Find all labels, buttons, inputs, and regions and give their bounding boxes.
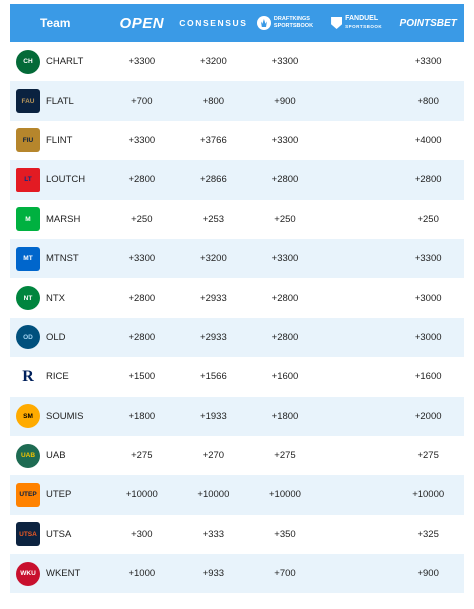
odds-open: +3300 <box>128 56 156 68</box>
odds-consensus: +3200 <box>200 56 227 68</box>
odds-consensus: +270 <box>202 450 225 462</box>
header-draftkings <box>249 16 321 30</box>
odds-open: +250 <box>131 213 153 225</box>
team-logo-icon: OD <box>16 325 40 349</box>
header-consensus: CONSENSUS <box>179 18 248 28</box>
team-abbr: FLINT <box>46 134 73 146</box>
odds-draftkings: +2800 <box>271 331 299 343</box>
team-logo-icon: CH <box>16 50 40 74</box>
fanduel-label <box>345 15 382 31</box>
team-abbr: NTX <box>46 292 65 304</box>
odds-pointsbet: +2800 <box>414 174 442 186</box>
team-cell <box>10 128 106 152</box>
draftkings-label <box>274 16 313 30</box>
team-logo-icon: WKU <box>16 562 40 586</box>
odds-open: +700 <box>131 95 153 107</box>
odds-pointsbet: +900 <box>417 568 439 580</box>
odds-pointsbet: +275 <box>417 450 439 462</box>
odds-consensus: +1566 <box>200 371 227 383</box>
odds-consensus: +800 <box>202 95 225 107</box>
team-abbr: LOUTCH <box>46 174 86 186</box>
odds-pointsbet: +10000 <box>412 489 445 501</box>
table-row[interactable] <box>10 239 464 278</box>
table-row[interactable] <box>10 397 464 436</box>
odds-consensus: +2933 <box>200 292 227 304</box>
odds-consensus: +253 <box>202 213 225 225</box>
odds-consensus: +933 <box>202 568 225 580</box>
odds-pointsbet: +4000 <box>414 134 442 146</box>
table-row[interactable] <box>10 318 464 357</box>
odds-open: +275 <box>131 450 153 462</box>
odds-draftkings: +3300 <box>271 253 299 265</box>
team-logo-icon: FIU <box>16 128 40 152</box>
team-abbr: UTEP <box>46 489 72 501</box>
team-cell <box>10 522 106 546</box>
odds-consensus: +3766 <box>200 134 227 146</box>
team-logo-icon: FAU <box>16 89 40 113</box>
team-cell <box>10 50 106 74</box>
odds-open: +3300 <box>128 134 156 146</box>
fanduel-label-line1: FANDUEL <box>345 15 379 22</box>
team-logo-icon: M <box>16 207 40 231</box>
header-team: Team <box>40 16 71 30</box>
team-cell <box>10 562 106 586</box>
table-row[interactable] <box>10 81 464 120</box>
header-pointsbet: POINTSBET <box>399 17 457 29</box>
team-logo-icon: NT <box>16 286 40 310</box>
team-abbr: MARSH <box>46 213 81 225</box>
odds-draftkings: +3300 <box>271 56 299 68</box>
odds-consensus: +333 <box>202 528 225 540</box>
team-cell <box>10 286 106 310</box>
odds-pointsbet: +325 <box>417 528 439 540</box>
team-abbr: CHARLT <box>46 56 84 68</box>
table-row[interactable] <box>10 121 464 160</box>
odds-pointsbet: +3000 <box>414 292 442 304</box>
odds-draftkings: +1600 <box>271 371 299 383</box>
team-cell <box>10 483 106 507</box>
team-logo-icon: LT <box>16 168 40 192</box>
table-row[interactable] <box>10 554 464 593</box>
team-abbr: MTNST <box>46 253 79 265</box>
draftkings-crown-icon <box>257 16 271 30</box>
fanduel-label-line2: SPORTSBOOK <box>345 24 383 29</box>
team-cell <box>10 365 106 389</box>
table-row[interactable] <box>10 357 464 396</box>
odds-open: +3300 <box>128 253 156 265</box>
odds-draftkings: +2800 <box>271 292 299 304</box>
odds-pointsbet: +1600 <box>414 371 442 383</box>
table-row[interactable] <box>10 515 464 554</box>
team-logo-icon: MT <box>16 247 40 271</box>
odds-draftkings: +3300 <box>271 134 299 146</box>
team-cell <box>10 325 106 349</box>
table-row[interactable] <box>10 278 464 317</box>
table-row[interactable] <box>10 436 464 475</box>
odds-open: +2800 <box>128 174 156 186</box>
odds-open: +2800 <box>128 292 156 304</box>
team-abbr: OLD <box>46 331 66 343</box>
odds-open: +10000 <box>125 489 158 501</box>
team-abbr: SOUMIS <box>46 410 84 422</box>
table-row[interactable] <box>10 42 464 81</box>
odds-consensus: +1933 <box>200 410 227 422</box>
fanduel-shield-icon <box>331 17 342 29</box>
team-logo-icon: R <box>16 365 40 389</box>
odds-draftkings: +250 <box>274 213 296 225</box>
table-row[interactable] <box>10 160 464 199</box>
odds-draftkings: +1800 <box>271 410 299 422</box>
odds-pointsbet: +3300 <box>414 56 442 68</box>
team-cell <box>10 444 106 468</box>
odds-draftkings: +700 <box>274 568 296 580</box>
odds-pointsbet: +800 <box>417 95 439 107</box>
odds-pointsbet: +250 <box>417 213 439 225</box>
odds-pointsbet: +3300 <box>414 253 442 265</box>
table-row[interactable] <box>10 475 464 514</box>
team-abbr: UTSA <box>46 528 72 540</box>
odds-open: +1800 <box>128 410 156 422</box>
header-open: OPEN <box>119 14 165 32</box>
team-cell <box>10 404 106 428</box>
odds-open: +1500 <box>128 371 156 383</box>
odds-consensus: +2933 <box>200 331 227 343</box>
team-abbr: UAB <box>46 450 66 462</box>
odds-open: +2800 <box>128 331 156 343</box>
odds-draftkings: +2800 <box>271 174 299 186</box>
team-logo-icon: UTEP <box>16 483 40 507</box>
table-row[interactable] <box>10 200 464 239</box>
team-cell <box>10 247 106 271</box>
team-abbr: WKENT <box>46 568 81 580</box>
draftkings-label-line2: SPORTSBOOK <box>273 23 314 29</box>
odds-open: +300 <box>131 528 153 540</box>
odds-draftkings: +275 <box>274 450 296 462</box>
odds-draftkings: +10000 <box>269 489 301 501</box>
team-logo-icon: UAB <box>16 444 40 468</box>
team-cell <box>10 207 106 231</box>
odds-draftkings: +900 <box>274 95 296 107</box>
odds-pointsbet: +2000 <box>414 410 442 422</box>
team-cell <box>10 89 106 113</box>
team-abbr: RICE <box>46 371 69 383</box>
team-logo-icon: UTSA <box>16 522 40 546</box>
table-body <box>10 42 464 593</box>
odds-draftkings: +350 <box>274 528 296 540</box>
odds-consensus: +10000 <box>197 489 230 501</box>
team-cell <box>10 168 106 192</box>
odds-table <box>10 4 464 594</box>
odds-pointsbet: +3000 <box>414 331 442 343</box>
odds-consensus: +2866 <box>200 174 227 186</box>
team-abbr: FLATL <box>46 95 74 107</box>
team-logo-icon: SM <box>16 404 40 428</box>
header-fanduel <box>321 15 393 31</box>
table-header <box>10 4 464 42</box>
draftkings-label-line1: DRAFTKINGS <box>273 16 310 22</box>
odds-consensus: +3200 <box>200 253 227 265</box>
odds-open: +1000 <box>128 568 156 580</box>
